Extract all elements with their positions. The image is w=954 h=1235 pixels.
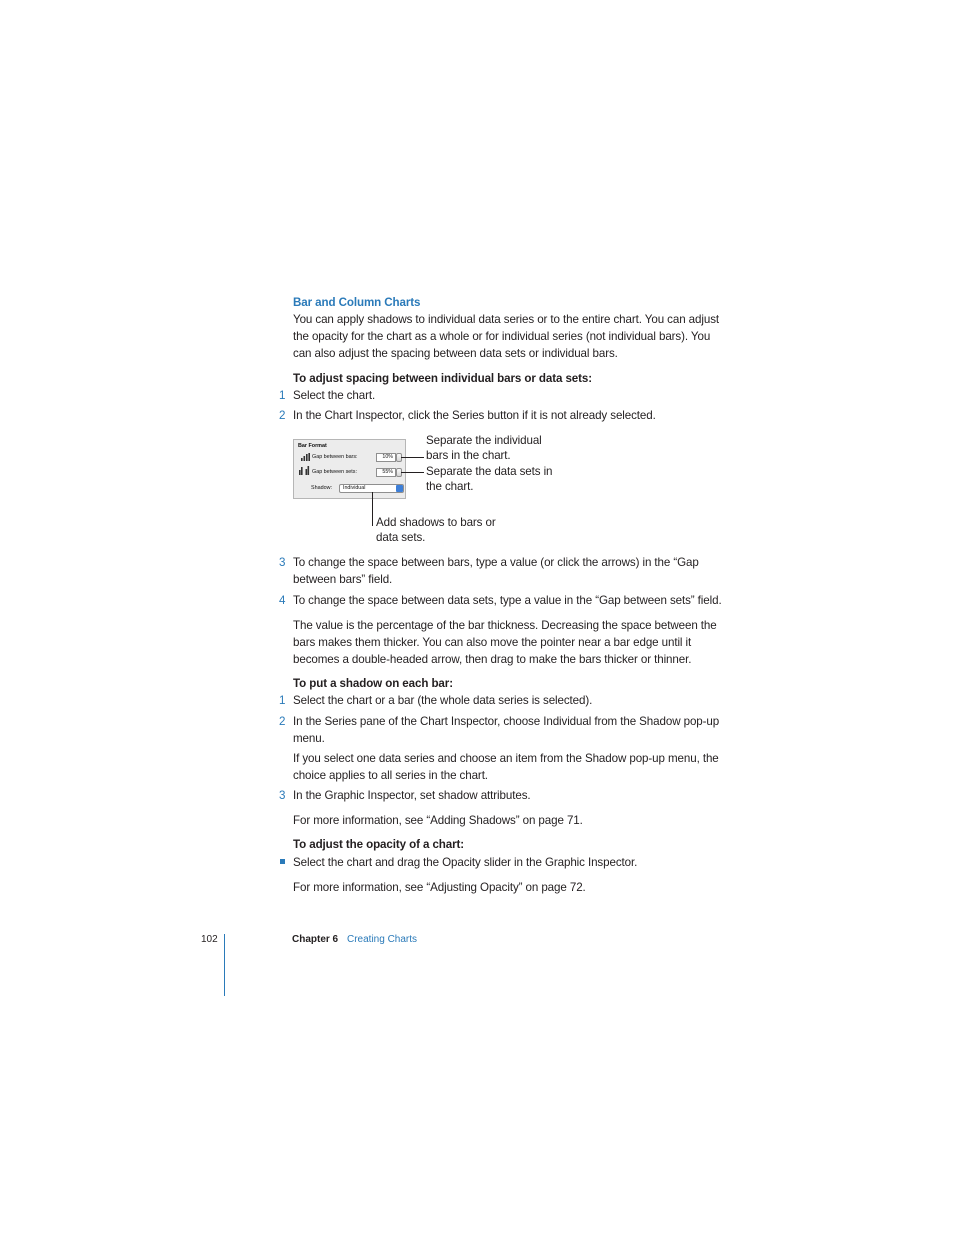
callout-bars-line-2: bars in the chart. [426, 449, 511, 462]
task-heading-opacity: To adjust the opacity of a chart: [293, 838, 465, 851]
step-number: 3 [279, 556, 286, 569]
gap-bars-icon [301, 453, 310, 461]
bullet-icon [280, 859, 285, 864]
step-text: between bars” field. [293, 573, 393, 586]
step-text: Select the chart. [293, 389, 376, 402]
step-note-line-2: choice applies to all series in the chart. [293, 769, 488, 782]
shadow-popup-value: Individual [343, 485, 366, 491]
shadow-label: Shadow: [311, 485, 332, 491]
callout-shadow-line-2: data sets. [376, 531, 426, 544]
callout-shadow-line-1: Add shadows to bars or [376, 516, 496, 529]
bullet-text: Select the chart and drag the Opacity slider in the Graphic Inspector. [293, 856, 638, 869]
callout-line-bars [401, 457, 424, 458]
section-heading: Bar and Column Charts [293, 296, 421, 309]
note-line-1: The value is the percentage of the bar thickness. Decreasing the space between the [293, 619, 717, 632]
gap-sets-icon [299, 466, 311, 475]
task-heading-shadow: To put a shadow on each bar: [293, 677, 453, 690]
gap-bars-field[interactable]: 10% [376, 453, 396, 462]
callout-sets-line-2: the chart. [426, 480, 474, 493]
step-text: To change the space between bars, type a value (or click the arrows) in the “Gap [293, 556, 699, 569]
step-number: 1 [279, 694, 286, 707]
more-info-shadows: For more information, see “Adding Shadows” on page 71. [293, 814, 583, 827]
step-text: In the Series pane of the Chart Inspector, choose Individual from the Shadow pop-up [293, 715, 720, 728]
page-number: 102 [201, 934, 218, 945]
callout-line-shadow [372, 492, 373, 526]
chevron-updown-icon [396, 485, 403, 492]
note-line-2: bars makes them thicker. You can also move the pointer near a bar edge until it [293, 636, 692, 649]
step-number: 4 [279, 594, 286, 607]
step-number: 2 [279, 409, 286, 422]
bar-format-panel [293, 439, 406, 499]
gap-sets-field[interactable]: 55% [376, 468, 396, 477]
step-text: To change the space between data sets, type a value in the “Gap between sets” field. [293, 594, 722, 607]
task-heading-spacing: To adjust spacing between individual bars or data sets: [293, 372, 593, 385]
step-number: 3 [279, 789, 286, 802]
step-number: 1 [279, 389, 286, 402]
gap-bars-label: Gap between bars: [312, 454, 358, 460]
step-note-line-1: If you select one data series and choose an item from the Shadow pop-up menu, the [293, 752, 719, 765]
gap-sets-label: Gap between sets: [312, 469, 357, 475]
step-text: In the Chart Inspector, click the Series button if it is not already selected. [293, 409, 656, 422]
intro-line-1: You can apply shadows to individual data series or to the entire chart. You can adjust [293, 313, 720, 326]
callout-bars-line-1: Separate the individual [426, 434, 542, 447]
more-info-opacity: For more information, see “Adjusting Opacity” on page 72. [293, 881, 586, 894]
step-number: 2 [279, 715, 286, 728]
footer-rule [224, 934, 225, 996]
footer-chapter: Chapter 6 [292, 934, 339, 945]
step-text: menu. [293, 732, 325, 745]
step-text: In the Graphic Inspector, set shadow attributes. [293, 789, 531, 802]
callout-sets-line-1: Separate the data sets in [426, 465, 553, 478]
intro-line-2: the opacity for the chart as a whole or for individual series (not individual bars). You [293, 330, 711, 343]
panel-title: Bar Format [298, 443, 327, 449]
callout-line-sets [401, 472, 424, 473]
footer-chapter-title: Creating Charts [347, 934, 418, 945]
note-line-3: becomes a double-headed arrow, then drag to make the bars thicker or thinner. [293, 653, 692, 666]
intro-line-3: can also adjust the spacing between data sets or individual bars. [293, 347, 618, 360]
step-text: Select the chart or a bar (the whole data series is selected). [293, 694, 593, 707]
